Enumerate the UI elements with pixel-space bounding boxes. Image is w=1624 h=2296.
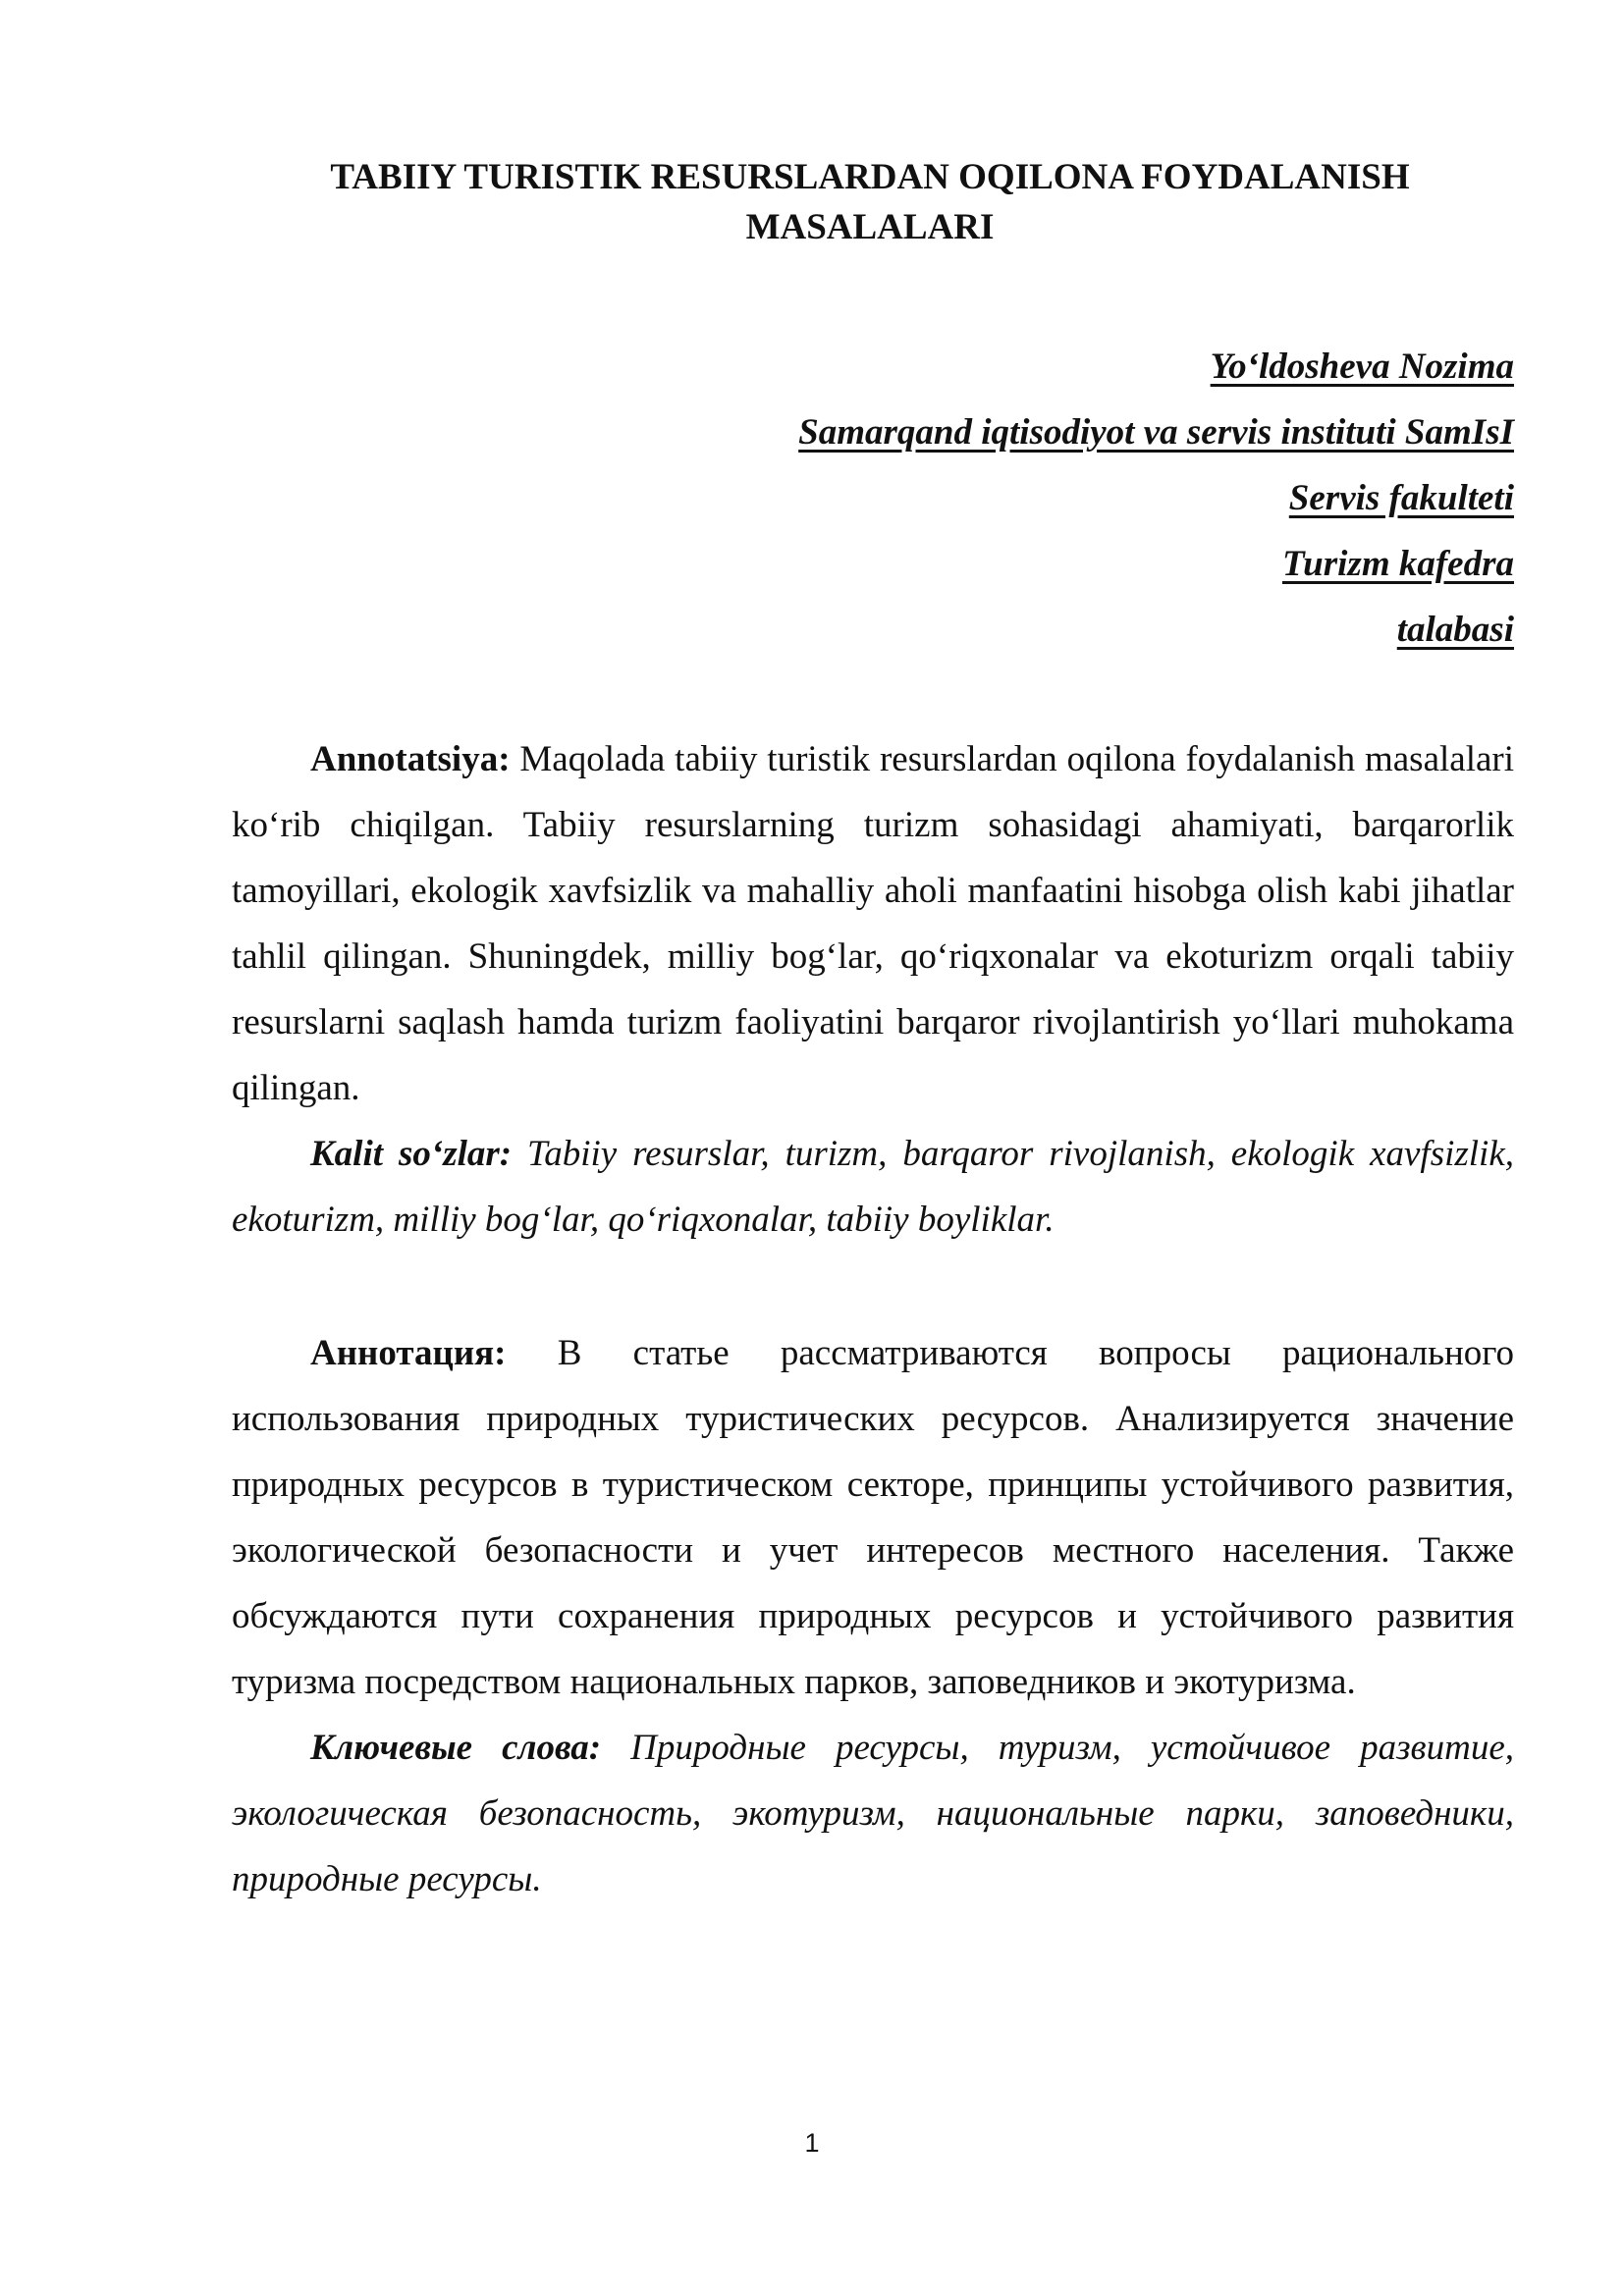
author-info — [434, 334, 1514, 663]
keywords-uz-paragraph — [232, 1121, 1514, 1253]
uzbek-abstract-section — [232, 726, 1514, 1253]
article-title — [232, 152, 1508, 252]
keywords-ru-text: Природные ресурсы, туризм, устойчивое развитие, экологическая безопасность, экотуризм, национальные парки, заповедники, природные ресурсы. — [232, 1728, 1514, 1899]
page-number: 1 — [804, 2128, 820, 2158]
title-line-2: MASALALARI — [745, 207, 995, 247]
abstract-uz-paragraph — [232, 726, 1514, 1121]
author-status: talabasi — [1396, 610, 1514, 650]
keywords-ru-paragraph — [232, 1715, 1514, 1912]
author-institution: Samarqand iqtisodiyot va servis instituti SamIsI — [798, 412, 1514, 453]
author-faculty: Servis fakulteti — [1288, 478, 1514, 518]
abstract-uz-label: Annotatsiya: — [310, 739, 511, 779]
keywords-ru-label: Ключевые слова: — [310, 1728, 602, 1768]
abstract-ru-label: Аннотация: — [310, 1333, 507, 1373]
abstract-ru-text: В статье рассматриваются вопросы рационального использования природных туристических ресурсов. Анализируется значение природных ресурсов в туристическом секторе, принципы устойчивого развития, экологической безопасности и учет интересов местного населения. Также обсуждаются пути сохранения природных ресурсов и устойчивого развития туризма посредством национальных парков, заповедников и экотуризма. — [232, 1333, 1514, 1702]
author-name: Yo‘ldosheva Nozima — [1210, 347, 1514, 387]
keywords-uz-text: Tabiiy resurslar, turizm, barqaror rivojlanish, ekologik xavfsizlik, ekoturizm, milliy bog‘lar, qo‘riqxonalar, tabiiy boyliklar. — [232, 1134, 1515, 1240]
abstract-uz-text: Maqolada tabiiy turistik resurslardan oqilona foydalanish masalalari ko‘rib chiqilgan. Tabiiy resurslarning turizm sohasidagi ahamiyati, barqarorlik tamoyillari, ekologik xavfsizlik va mahalliy aholi manfaatini hisobga olish kabi jihatlar tahlil qilingan. Shuningdek, milliy bog‘lar, qo‘riqxonalar va ekoturizm orqali tabiiy resurslarni saqlash hamda turizm faoliyatini barqaror rivojlantirish yo‘llari muhokama qilingan. — [232, 739, 1514, 1108]
abstract-ru-paragraph — [232, 1320, 1514, 1715]
title-line-1: TABIIY TURISTIK RESURSLARDAN OQILONA FOYDALANISH — [330, 157, 1410, 197]
keywords-uz-label: Kalit so‘zlar: — [310, 1134, 513, 1174]
author-department: Turizm kafedra — [1281, 544, 1514, 584]
russian-abstract-section — [232, 1320, 1514, 1912]
